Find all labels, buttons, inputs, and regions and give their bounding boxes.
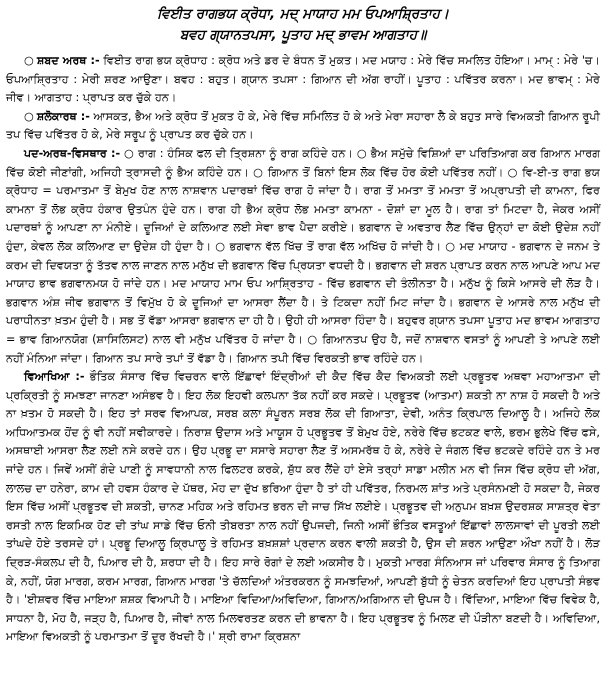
pad-arth-paragraph [6, 145, 600, 368]
pad-arth-text: ○ ਰਾਗ : ਹੰਸਿਕ ਫਲ ਦੀ ਤ੍ਰਿਸ਼ਨਾ ਨੂੰ ਰਾਗ ਕਹਿੰਦੇ ਹਨ। ○ ਭੈਅ ਸਮੁੱਚੇ ਵਿਸ਼ਿਆਂ ਦਾ ਪਰਿਤਿਆਗ ਕਰ ਗਿਆਨ ਮਾਰਗ ਵਿੱਚ ਕੋਈ ਜੀਣਾਂਗੀ, ਅਜਿਹੀ ਤ੍ਰਾਸਦੀ ਨੂੰ ਭੈਅ ਕਹਿੰਦੇ ਹਨ। ○ ਗਿਆਨ ਤੋਂ ਬਿਨਾਂ ਇਸ ਲੋਕ ਵਿੱਚ ਹੋਰ ਕੋਈ ਪਵਿੱਤਰ ਨਹੀਂ। ○ ਵਿ-ਈ-ਤ ਰਾਗ ਭਯ ਕ੍ਰੋਧਾਹ = ਪਰਮਾਤਮਾ ਤੋਂ ਬੇਮੁਖ ਹੋਣ ਨਾਲ ਨਾਸ਼ਵਾਨ ਪਦਾਰਥਾਂ ਵਿੱਚ ਰਾਗ ਹੋ ਜਾਂਦਾ ਹੈ। ਰਾਗ ਤੋਂ ਮਮਤਾ ਤੋਂ ਮਮਤਾ ਤੋਂ ਅਪ੍ਰਾਪਤੀ ਦੀ ਕਾਮਨਾ, ਫਿਰ ਕਾਮਨਾ ਤੋਂ ਲੋਭ ਕ੍ਰੋਧ ਹੰਕਾਰ ਉਤਪੰਨ ਹੁੰਦੇ ਹਨ। ਰਾਗ ਹੀ ਭੈਅ ਕ੍ਰੋਧ ਲੋਭ ਮਮਤਾ ਕਾਮਨਾ - ਦੋਸ਼ਾਂ ਦਾ ਮੂਲ ਹੈ। ਰਾਗ ਤਾਂ ਮਿਟਦਾ ਹੈ, ਜੇਕਰ ਅਸੀਂ ਪਦਾਰਥਾਂ ਨੂੰ ਆਪਣਾ ਨਾ ਮੰਨੀਏ। ਦੂਜਿਆਂ ਦੇ ਕਲਿਆਣ ਲਈ ਸੇਵਾ ਭਾਵ ਪੈਦਾ ਕਰੀਏ। ਭਗਵਾਨ ਦੇ ਅਵਤਾਰ ਲੈਣ ਵਿੱਚ ਉਨ੍ਹਾਂ ਦਾ ਕੋਈ ਉਦੇਸ਼ ਨਹੀਂ ਹੁੰਦਾ, ਕੇਵਲ ਲੋਕ ਕਲਿਆਣ ਦਾ ਉਦੇਸ਼ ਹੀ ਹੁੰਦਾ ਹੈ। ○ ਭਗਵਾਨ ਵੱਲ ਖਿੱਚ ਤੋਂ ਰਾਗ ਵੱਲ ਅਖਿੱਚ ਹੋ ਜਾਂਦੀ ਹੈ। ○ ਮਦ ਮਾਯਾਹ - ਭਗਵਾਨ ਦੇ ਜਨਮ ਤੇ ਕਰਮ ਦੀ ਦਿਵਯਤਾ ਨੂੰ ਤੱਤਵ ਨਾਲ ਜਾਣਨ ਨਾਲ ਮਨੁੱਖ ਦੀ ਭਗਵਾਨ ਵਿੱਚ ਪ੍ਰਿਯਤਾ ਵਧਦੀ ਹੈ। ਭਗਵਾਨ ਦੀ ਸ਼ਰਨ ਪ੍ਰਾਪਤ ਕਰਨ ਨਾਲ ਆਪਣੇ ਆਪ ਮਦ ਮਾਯਾਹ ਭਾਵ ਭਗਵਾਨਮਯ ਹੋ ਜਾਂਦੇ ਹਨ। ਮਦ ਮਾਯਾਹ ਮਾਮ ਓਪ ਆਸ਼੍ਰਿਤਾਹ - ਵਿੱਚ ਭਗਵਾਨ ਦੀ ਤੰਲੀਨਤਾ ਹੈ। ਮਨੁੱਖ ਨੂੰ ਕਿਸੇ ਆਸਰੇ ਦੀ ਲੋੜ ਹੈ। ਭਗਵਾਨ ਅੰਸ਼ ਜੀਵ ਭਗਵਾਨ ਤੋਂ ਵਿਮੁੱਖ ਹੋ ਕੇ ਦੂਜਿਆਂ ਦਾ ਆਸਰਾ ਲੈਂਦਾ ਹੈ। ਤੇ ਟਿਕਦਾ ਨਹੀਂ ਮਿਟ ਜਾਂਦਾ ਹੈ। ਭਗਵਾਨ ਦੇ ਆਸਰੇ ਨਾਲ ਮਨੁੱਖ ਦੀ ਪਰਾਧੀਨਤਾ ਖ਼ਤਮ ਹੁੰਦੀ ਹੈ। ਸਭ ਤੋਂ ਵੱਡਾ ਆਸਰਾ ਭਗਵਾਨ ਦਾ ਹੀ ਹੈ। ਉਹੀ ਹੀ ਆਸਰਾ ਹਿੰਦਾ ਹੈ। ਬਹੁਵਰ ਗ੍ਯਾਨ ਤਪਸਾ ਪੂਤਾਹ ਮਦ ਭਾਵਮ ਆਗਤਾਹ = ਭਾਵ ਗਿਆਨਯੋਗ (ਸ਼ਾਸਿਲਿਸਟ) ਨਾਲ ਵੀ ਮਨੁੱਖ ਪਵਿੱਤਰ ਹੋ ਜਾਂਦਾ ਹੈ। ○ ਗਿਆਨਤਪ ਉਹ ਹੈ, ਜਦੋਂ ਨਾਸ਼ਵਾਨ ਵਸਤਾਂ ਨੂੰ ਆਪਣੀ ਤੇ ਆਪਣੇ ਲਈ ਨਹੀਂ ਮੰਨਿਆ ਜਾਂਦਾ। ਗਿਆਨ ਤਪ ਸਾਰੇ ਤਪਾਂ ਤੋਂ ਵੱਡਾ ਹੈ। ਗਿਆਨ ਤਪੀ ਵਿੱਚ ਵਿਰਕਤੀ ਭਾਵ ਰਹਿੰਦੇ ਹਨ। [6, 146, 600, 365]
shabad-arth-paragraph [6, 52, 600, 108]
viakhia-heading: ਵਿਆਖਿਆ :- [24, 370, 85, 384]
viakhia-text: ਭੌਤਿਕ ਸੰਸਾਰ ਵਿੱਚ ਵਿਚਰਨ ਵਾਲੇ ਇੱਛਾਵਾਂ ਇੰਦ੍ਰੀਆਂ ਦੀ ਕੈਦ ਵਿੱਚ ਕੈਦ ਵਿਅਕਤੀ ਲਈ ਪ੍ਰਭੂਤਵ ਅਥਵਾ ਮਹਾਆਤਮਾ ਦੀ ਪ੍ਰਕ੍ਰਿਤੀ ਨੂੰ ਸਮਝਣਾ ਜਾਨਣਾ ਅਸੰਭਵ ਹੈ। ਇਹ ਲੋਕ ਇਹਵੀ ਕਲਪਨਾ ਤੱਕ ਨਹੀਂ ਕਰ ਸਕਦੇ। ਪ੍ਰਭੂਤਵ (ਆਤਮਾ) ਸ਼ਕਤੀ ਨਾ ਨਾਸ਼ ਹੋ ਸਕਦੀ ਹੈ ਅਤੇ ਨਾ ਖ਼ਤਮ ਹੋ ਸਕਦੀ ਹੈ। ਇਹ ਤਾਂ ਸਰਵ ਵਿਆਪਕ, ਸਰਬ ਕਲਾ ਸੰਪੂਰਨ ਸਰਬ ਲੋਕ ਦੀ ਗਿਆਤਾ, ਦੇਵੀ, ਅਨੰਤ ਕ੍ਰਿਪਾਲ ਦਿਆਲੂ ਹੈ। ਅਜਿਹੇ ਲੋਕ ਅਧਿਆਤਮਕ ਹੋਂਦ ਨੂੰ ਵੀ ਨਹੀਂ ਸਵੀਕਾਰਦੇ। ਨਿਰਾਸ਼ ਉਦਾਸ ਅਤੇ ਮਾਯੂਸ ਹੋ ਪ੍ਰਭੂਤਵ ਤੋਂ ਬੇਮੁਖ ਹੋਏ, ਨਰੇਰੇ ਵਿੱਚ ਭਟਕਣ ਵਾਲੇ, ਭਰਮ ਭੁਲੇਖੇ ਵਿੱਚ ਫਸੇ, ਅਸਥਾਈ ਆਸਰਾ ਲੈਣ ਲਈ ਨਸੇ ਕਰਦੇ ਹਨ। ਉਹ ਪ੍ਰਭੂ ਦਾ ਸਸਾਰੇ ਸਹਾਰਾ ਲੈਣ ਤੋਂ ਅਸਮਰੱਥ ਹੋ ਕੇ, ਨਰੇਰੇ ਦੇ ਜੰਗਲ ਵਿੱਚ ਭਟਕਦੇ ਰਹਿੰਦੇ ਹਨ ਤੇ ਮਰ ਜਾਂਦੇ ਹਨ। ਜਿਵੇਂ ਅਸੀਂ ਗੰਦੇ ਪਾਣੀ ਨੂੰ ਸਾਵਧਾਨੀ ਨਾਲ ਫਿਲਟਰ ਕਰਕੇ, ਸ਼ੁੱਧ ਕਰ ਲੈਂਦੇ ਹਾਂ ਏਸੇ ਤਰ੍ਹਾਂ ਸਾਡਾ ਮਲੀਨ ਮਨ ਵੀ ਜਿਸ ਵਿੱਚ ਕ੍ਰੋਧ ਦੀ ਅੱਗ, ਲਾਲਚ ਦਾ ਹਨੇਰਾ, ਕਾਮ ਦੀ ਹਵਸ ਹੰਕਾਰ ਦੇ ਪੱਥਰ, ਮੋਹ ਦਾ ਦੁੱਖ ਭਰਿਆ ਹੁੰਦਾ ਹੈ ਤਾਂ ਹੀ ਪਵਿੱਤਰ, ਨਿਰਮਲ ਸ਼ਾਂਤ ਅਤੇ ਪ੍ਰਸੰਨਮਈ ਹੋ ਸਕਦਾ ਹੈ, ਜੇਕਰ ਇਸ ਵਿੱਚ ਅਸੀਂ ਪ੍ਰਭੂਤਵ ਦੀ ਸ਼ਕਤੀ, ਚਾਨਣ ਮਹਿਕ ਅਤੇ ਰਹਿਮਤ ਭਰਨ ਦੀ ਜਾਚ ਸਿੱਖ ਲਈਏ। ਪ੍ਰਭੂਤਵ ਦੀ ਅਨੁਪਮ ਬਖ਼ਸ਼ ਉਦਰਸ਼ਕ ਸਾਸ਼ਤ੍ਰ ਵੇਤਾ ਰਸਤੀ ਨਾਲ ਇਕਮਿਕ ਹੋਣ ਦੀ ਤਾਂਘ ਸਾਡੇ ਵਿੱਚ ਓਨੀ ਤੀਬਰਤਾ ਨਾਲ ਨਹੀਂ ਉਪਜਦੀ, ਜਿਨੀ ਅਸੀਂ ਭੌਤਿਕ ਵਸਤੂਆਂ ਇੱਛਾਵਾਂ ਲਾਲਸਾਵਾਂ ਦੀ ਪੂਰਤੀ ਲਈ ਤਾਂਘਦੇ ਹੋਏ ਤਰਸਦੇ ਹਾਂ। ਪ੍ਰਭੂ ਦਿਆਲੂ ਕ੍ਰਿਪਾਲੂ ਤੇ ਰਹਿਮਤ ਬਖ਼ਸ਼ਸ਼ਾਂ ਪ੍ਰਦਾਨ ਕਰਨ ਵਾਲੀ ਸ਼ਕਤੀ ਹੈ, ਉਸ ਦੀ ਸ਼ਰਨ ਆਉਣਾ ਔਖਾ ਨਹੀਂ ਹੈ। ਲੋੜ ਦ੍ਰਿੜ-ਸੰਕਲਪ ਦੀ ਹੈ, ਪਿਆਰ ਦੀ ਹੈ, ਸ਼ਰਧਾ ਦੀ ਹੈ। ਇਹ ਸਾਰੇ ਰੋਗਾਂ ਦੇ ਲਈ ਅਕਸੀਰ ਹੈ। ਮੁਕਤੀ ਮਾਰਗ ਸੰਨਿਆਸ ਜਾਂ ਪਰਿਵਾਰ ਸੰਸਾਰ ਨੂੰ ਤਿਆਗ ਕੇ, ਨਹੀਂ, ਯੋਗ ਮਾਰਗ, ਕਰਮ ਮਾਰਗ, ਗਿਆਨ ਮਾਰਗ 'ਤੇ ਚੱਲਦਿਆਂ ਅੰਤਰਕਰਨ ਨੂੰ ਸਮਝਦਿਆਂ, ਆਪਣੀ ਬੁੱਧੀ ਨੂੰ ਚੇਤਨ ਕਰਦਿਆਂ ਇਹ ਪ੍ਰਾਪਤੀ ਸੰਭਵ ਹੈ। 'ਈਸ਼ਵਰ ਵਿੱਚ ਮਾਇਆ ਸ਼ਸ਼ਕ ਵਿਆਪੀ ਹੈ। ਮਾਇਆ ਵਿਦਿਆ/ਅਵਿਦਿਆ, ਗਿਆਨ/ਅਗਿਆਨ ਦੀ ਉਪਜ ਹੈ। ਵਿੱਦਿਆ, ਮਾਇਆ ਵਿੱਚ ਵਿਵੇਕ ਹੈ, ਸਾਧਨਾ ਹੈ, ਮੋਹ ਹੈ, ਜੜ੍ਹ ਹੈ, ਪਿਆਰ ਹੈ, ਜੀਵਾਂ ਨਾਲ ਮਿਲਵਰਤਣ ਕਰਨ ਦੀ ਭਾਵਨਾ ਹੈ। ਇਹ ਪ੍ਰਭੂਤਵ ਨੂੰ ਮਿਲਣ ਦੀ ਪੌੜੀਨਾ ਬਣਦੀ ਹੈ। ਅਵਿਦਿਆ, ਮਾਇਆ ਵਿਅਕਤੀ ਨੂੰ ਪਰਮਾਤਮਾ ਤੋਂ ਦੂਰ ਰੱਖਦੀ ਹੈ।' ਸ਼੍ਰੀ ਰਾਮਾ ਕ੍ਰਿਸ਼ਨਾ [6, 370, 600, 644]
pad-arth-heading: ਪਦ-ਅਰਥ-ਵਿਸਥਾਰ :- [24, 146, 121, 160]
viakhia-paragraph [6, 368, 600, 647]
shabad-arth-heading: ਸ਼ਬਦ ਅਰਥ :- [36, 54, 100, 67]
shlokarth-heading: ਸ਼ਲੋਕਾਰਥ :- [36, 109, 90, 123]
bullet-icon: ○ [24, 54, 34, 67]
shabad-arth-text: ਵਿਈਤ ਰਾਗ ਭਯ ਕ੍ਰੋਧਾਹ : ਕ੍ਰੋਧ ਅਤੇ ਡਰ ਦੇ ਬੰਧਨ ਤੋਂ ਮੁਕਤ। ਮਦ ਮਯਾਹ : ਮੇਰੇ ਵਿੱਚ ਸਮਲਿਤ ਹੋਇਆ। ਮਾਮ੍ : ਮੇਰੇ 'ਚ। ਓਪਆਸ਼੍ਰਿਤਾਹ : ਮੇਰੀ ਸ਼ਰਣ ਆਉਣਾ। ਬਵਹ : ਬਹੁਤ। ਗ੍ਯਾਨ ਤਪਸਾ : ਗਿਆਨ ਦੀ ਅੱਗ ਰਾਹੀਂ। ਪੂਤਾਹ : ਪਵਿੱਤਰ ਕਰਨਾ। ਮਦ ਭਾਵਮ੍ : ਮੇਰੇ ਜੀਵ। ਆਗਤਾਹ : ਪ੍ਰਾਪਤ ਕਰ ਚੁੱਕੇ ਹਨ। [6, 54, 601, 105]
shloka-line-2: ਬਵਹ ਗ੍ਯਾਨਤਪਸਾ, ਪੂਤਾਹ ਮਦ੍ ਭਾਵਮ ਆਗਤਾਹ॥ [179, 27, 427, 43]
shloka-line-1: ਵਿਈਤ ਰਾਗਭਯ ਕ੍ਰੋਧਾ, ਮਦ੍ ਮਾਯਾਹ ਮਮ ਓਪਆਸ਼੍ਰਿਤਾਹ। [156, 6, 450, 22]
shlokarth-text: ਆਸਕਤ, ਭੈਅ ਅਤੇ ਕ੍ਰੋਧ ਤੋਂ ਮੁਕਤ ਹੋ ਕੇ, ਮੇਰੇ ਵਿੱਚ ਸਮਿਲਿਤ ਹੋ ਕੇ ਅਤੇ ਮੇਰਾ ਸਹਾਰਾ ਲੈ ਕੇ ਬਹੁਤ ਸਾਰੇ ਵਿਅਕਤੀ ਗਿਆਨ ਰੂਪੀ ਤਪ ਵਿੱਚ ਪਵਿੱਤਰ ਹੋ ਕੇ, ਮੇਰੇ ਸਰੂਪ ਨੂੰ ਪ੍ਰਾਪਤ ਕਰ ਚੁੱਕੇ ਹਨ। [6, 109, 600, 142]
bullet-icon: ○ [24, 109, 34, 123]
shlokarth-paragraph [6, 108, 600, 145]
